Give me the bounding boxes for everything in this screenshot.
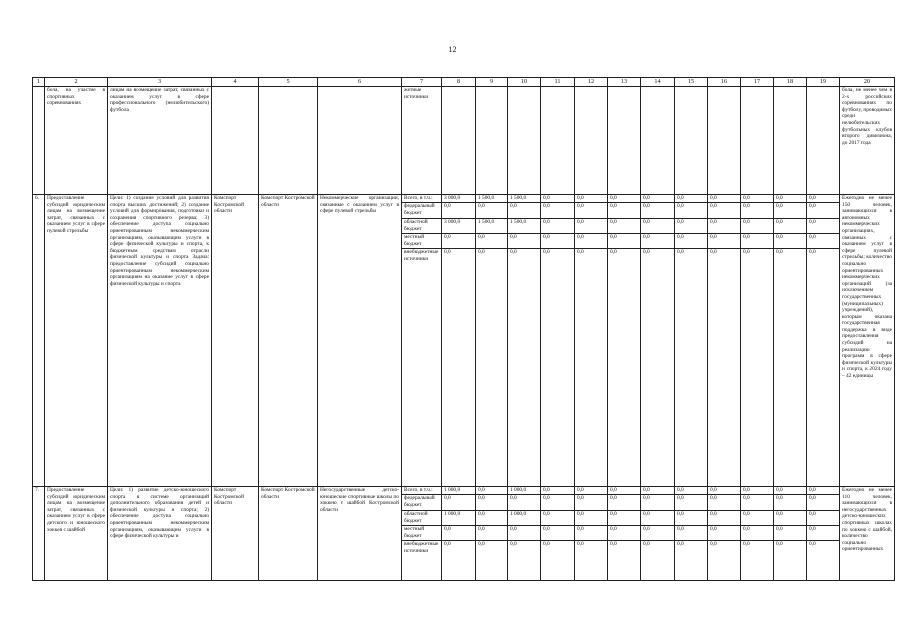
funding-value: 1 000,0 [508,511,541,526]
funding-value: 0,0 [774,195,807,203]
carry-goals: лицам на возмещение затрат, связанных с оказанием услуг в сфере профессионального (нелюбительского) футбола [108,87,212,195]
carry-result: бола, не менее чем в 2-х российских соревнованиях по футболу, проводимых среди нелюбительских футбольных клубов второго дивизиона, до 2017 года [840,87,895,195]
funding-value: 0,0 [675,219,708,234]
event-name: Предоставление субсидий юридическим лицам на возмещение затрат, связанных с оказанием услуг в сфере пулевой стрельбы [45,195,108,487]
funding-value: 0,0 [608,541,641,581]
funding-value: 0,0 [641,487,675,495]
funding-value: 0,0 [442,203,476,219]
funding-value: 0,0 [541,195,575,203]
funding-value: 0,0 [708,234,741,249]
funding-value: 0,0 [541,219,575,234]
funding-value: 0,0 [575,234,608,249]
funding-value: 0,0 [807,203,840,219]
funding-value: 0,0 [575,541,608,581]
funding-value: 0,0 [641,511,675,526]
funding-value: 0,0 [807,234,840,249]
funding-value: 0,0 [741,526,774,541]
funding-value: 0,0 [807,219,840,234]
funding-value: 0,0 [741,495,774,511]
funding-source: местный бюджет [402,526,442,541]
funding-value: 0,0 [807,511,840,526]
funding-value: 0,0 [675,526,708,541]
header-col-14: 14 [641,78,675,87]
funding-value: 0,0 [807,249,840,487]
funding-value: 0,0 [476,234,508,249]
header-col-8: 8 [442,78,476,87]
funding-value: 1 000,0 [508,487,541,495]
funding-value: 0,0 [541,495,575,511]
funding-value: 0,0 [575,249,608,487]
funding-value: 0,0 [675,487,708,495]
funding-value: 0,0 [774,526,807,541]
funding-value: 0,0 [641,526,675,541]
participant: Некоммерческие организации, связанные с оказанием услуг в сфере пулевой стрельбы [318,195,402,487]
header-col-18: 18 [774,78,807,87]
header-col-9: 9 [476,78,508,87]
funding-value: 0,0 [508,541,541,581]
funding-value: 0,0 [608,249,641,487]
funding-value: 0,0 [675,195,708,203]
funding-value: 0,0 [442,541,476,581]
funding-value: 0,0 [541,487,575,495]
funding-value: 0,0 [675,234,708,249]
funding-value: 0,0 [508,234,541,249]
funding-value: 0,0 [741,511,774,526]
funding-value: 0,0 [708,487,741,495]
goals-tasks: Цели: 1) развитие детско-юношеского спорта в системе организаций дополнительного образования детей и физической культуры и спорта; 2) обеспечение доступа социально ориентированным некоммерческим организациям, оказывающим услуги в сфере физической культуры и [108,487,212,581]
header-col-4: 4 [212,78,259,87]
funding-value: 0,0 [774,541,807,581]
funding-value: 0,0 [774,249,807,487]
funding-value: 1 000,0 [442,487,476,495]
funding-value: 0,0 [476,249,508,487]
funding-value: 0,0 [541,541,575,581]
funding-value: 0,0 [741,203,774,219]
funding-value: 0,0 [442,495,476,511]
funding-value: 0,0 [774,203,807,219]
funding-value: 0,0 [708,541,741,581]
funding-value: 0,0 [641,249,675,487]
funding-value: 1 500,0 [508,195,541,203]
funding-source: федеральный бюджет [402,203,442,219]
header-col-20: 20 [840,78,895,87]
funding-value: 0,0 [508,203,541,219]
funding-value: 0,0 [708,495,741,511]
funding-value: 0,0 [608,487,641,495]
executor: Комспорт Костромской области [212,487,259,581]
funding-value: 0,0 [575,495,608,511]
funding-value: 0,0 [641,234,675,249]
funding-source: областной бюджет [402,511,442,526]
header-col-3: 3 [108,78,212,87]
header-col-1: 1 [33,78,45,87]
funding-value: 0,0 [541,526,575,541]
funding-value: 0,0 [641,541,675,581]
funding-value: 0,0 [541,249,575,487]
funding-value: 1 500,0 [476,195,508,203]
funding-value: 0,0 [476,526,508,541]
funding-value: 0,0 [508,249,541,487]
header-col-11: 11 [541,78,575,87]
header-col-10: 10 [508,78,541,87]
funding-value: 0,0 [575,195,608,203]
funding-value: 0,0 [442,526,476,541]
funding-value: 0,0 [608,495,641,511]
header-col-16: 16 [708,78,741,87]
row-number: 7. [33,487,45,581]
funding-value: 0,0 [575,511,608,526]
funding-source: Всего, в т.ч.: [402,195,442,203]
funding-value: 0,0 [708,511,741,526]
funding-value: 0,0 [708,219,741,234]
header-col-19: 19 [807,78,840,87]
expected-result: Ежегодно не менее 150 человек, занимающихся в автономных некоммерческих организациях, связанных с оказанием услуг в сфере пулевой стрельбы; количество социально ориентированных некоммерческих организаций (за исключением государственных (муниципальных) учреждений), которым оказана государственная поддержка в виде предоставления субсидий на реализацию программ в сфере физической культуры и спорта, к 2024 году – 42 единицы [840,195,895,487]
funding-value: 0,0 [508,526,541,541]
header-col-5: 5 [259,78,318,87]
funding-value: 0,0 [708,249,741,487]
funding-value: 0,0 [708,195,741,203]
funding-value: 0,0 [608,195,641,203]
recipient: Комспорт Костромской области [259,195,318,487]
funding-value: 1 500,0 [508,219,541,234]
program-table [32,77,895,581]
funding-value: 0,0 [675,541,708,581]
recipient: Комспорт Костромской области [259,487,318,581]
goals-tasks: Цели: 1) создание условий для развития спорта высших достижений; 2) создание условий для формирования, подготовки и сохранения спортивного резерва; 3) обеспечение доступа социально ориентированным некоммерческим организациям, оказывающим услуги в сфере физической культуры и спорта, к бюджетным средствам отрасли физической культуры и спорта Задача: предоставление субсидий социально ориентированным некоммерческим организациям на оказание услуг в сфере физической культуры и спорта [108,195,212,487]
funding-value: 0,0 [708,526,741,541]
funding-value: 0,0 [476,203,508,219]
funding-value: 0,0 [741,541,774,581]
funding-value: 0,0 [675,495,708,511]
funding-source: федеральный бюджет [402,495,442,511]
carry-row [33,87,895,195]
funding-value: 0,0 [641,195,675,203]
funding-value: 0,0 [508,495,541,511]
funding-value: 0,0 [608,526,641,541]
funding-value: 3 000,0 [442,195,476,203]
funding-value: 0,0 [807,541,840,581]
funding-value: 0,0 [807,495,840,511]
funding-value: 0,0 [774,495,807,511]
funding-value: 0,0 [741,219,774,234]
funding-value: 0,0 [675,511,708,526]
funding-value: 0,0 [774,219,807,234]
header-col-7: 7 [402,78,442,87]
funding-value: 0,0 [807,487,840,495]
funding-value: 0,0 [575,219,608,234]
participant: Негосударственные детско-юношеские спортивные школы по хоккею с шайбой Костромской области [318,487,402,581]
funding-value: 0,0 [807,526,840,541]
header-col-2: 2 [45,78,108,87]
funding-source: местный бюджет [402,234,442,249]
funding-value: 0,0 [608,234,641,249]
funding-value: 0,0 [608,511,641,526]
funding-value: 1 500,0 [476,219,508,234]
funding-value: 0,0 [708,203,741,219]
executor: Комспорт Костромской области [212,195,259,487]
funding-value: 0,0 [575,526,608,541]
header-col-12: 12 [575,78,608,87]
funding-value: 0,0 [741,249,774,487]
funding-value: 0,0 [442,249,476,487]
funding-value: 0,0 [541,234,575,249]
funding-value: 1 000,0 [442,511,476,526]
funding-value: 0,0 [741,234,774,249]
header-row [33,78,895,87]
funding-value: 0,0 [807,195,840,203]
funding-value: 0,0 [541,203,575,219]
carry-source: жетные источники [402,87,442,195]
header-col-15: 15 [675,78,708,87]
program-row-7-source-0 [33,487,895,495]
funding-value: 0,0 [774,511,807,526]
funding-value: 0,0 [641,495,675,511]
page-number: 12 [448,45,457,54]
funding-value: 0,0 [641,203,675,219]
funding-value: 0,0 [741,487,774,495]
funding-value: 0,0 [541,511,575,526]
funding-value: 0,0 [575,203,608,219]
carry-name: бола, на участие в спортивных соревнованиях [45,87,108,195]
funding-value: 0,0 [641,219,675,234]
funding-value: 0,0 [774,487,807,495]
header-col-13: 13 [608,78,641,87]
funding-value: 0,0 [741,195,774,203]
program-row-6-source-0 [33,195,895,203]
funding-value: 0,0 [476,495,508,511]
funding-value: 0,0 [476,487,508,495]
event-name: Предоставление субсидий юридическим лицам на возмещение затрат, связанных с оказанием услуг в сфере детского и юношеского хоккея с шайбой [45,487,108,581]
funding-value: 0,0 [608,203,641,219]
funding-source: областной бюджет [402,219,442,234]
funding-value: 0,0 [476,541,508,581]
funding-source: Всего, в т.ч.: [402,487,442,495]
funding-value: 0,0 [675,203,708,219]
funding-value: 0,0 [774,234,807,249]
header-col-17: 17 [741,78,774,87]
funding-value: 3 000,0 [442,219,476,234]
funding-value: 0,0 [476,511,508,526]
funding-value: 0,0 [608,219,641,234]
funding-source: внебюджетные источники [402,249,442,487]
header-col-6: 6 [318,78,402,87]
funding-value: 0,0 [675,249,708,487]
row-number: 6. [33,195,45,487]
funding-value: 0,0 [575,487,608,495]
funding-source: внебюджетные источники [402,541,442,581]
expected-result: Ежегодно не менее 110 человек, занимающихся в негосударственных детско-юношеских спортивных школах по хоккею с шайбой, количество социально ориентированных [840,487,895,581]
funding-value: 0,0 [442,234,476,249]
